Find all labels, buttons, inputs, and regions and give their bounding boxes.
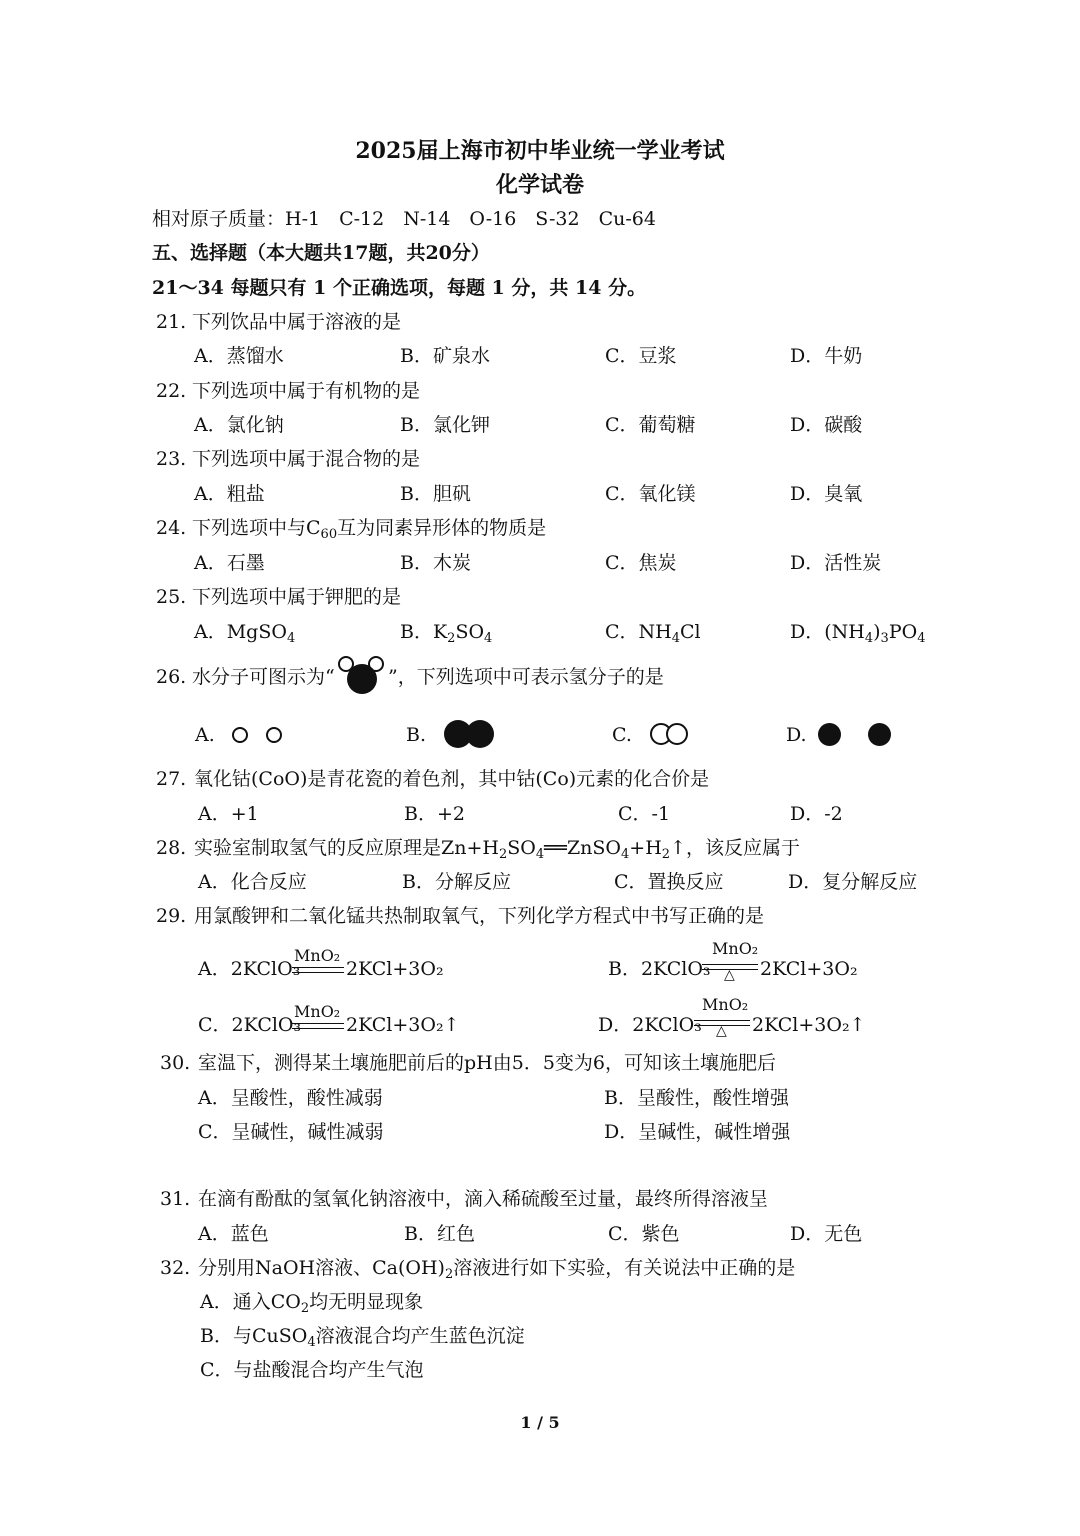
question-number: 31. [160,1188,191,1210]
question-stem: 氧化钴(CoO)是青花瓷的着色剂，其中钴(Co)元素的化合价是 [194,768,710,790]
exam-subtitle: 化学试卷 [495,172,584,198]
equation-option-a-lhs: A．2KClO₃ [198,958,301,980]
option-c: C．与盐酸混合均产生气泡 [200,1359,424,1381]
option-c: C．-1 [618,803,671,825]
question-stem: 下列饮品中属于溶液的是 [192,311,402,333]
option-b-label: B. [406,724,427,746]
option-a-label: A. [195,724,215,746]
catalyst-label: MnO₂ [294,946,341,965]
option-b: B．矿泉水 [400,345,490,367]
option-c: C．紫色 [608,1223,680,1245]
equation-option-b-rhs: 2KCl+3O₂ [760,958,858,980]
question-stem: 下列选项中属于有机物的是 [192,380,421,402]
option-a: A．蒸馏水 [194,345,284,367]
question-number: 21. [156,311,187,333]
catalyst-label: MnO₂ [712,939,759,958]
question-number: 22. [156,380,187,402]
equation-option-c-lhs: C．2KClO₃ [198,1014,302,1036]
option-d-label: D. [786,724,807,746]
option-b: B．$K_2SO_4$ [400,621,493,646]
question-stem-post: ”，下列选项中可表示氢分子的是 [388,666,664,688]
option-a: A．呈酸性，酸性减弱 [198,1087,383,1109]
joined-filled-atoms-icon [444,720,498,750]
equation-option-c-rhs: 2KCl+3O₂↑ [346,1014,460,1036]
question-number: 24. [156,517,187,539]
option-a: A．蓝色 [198,1223,269,1245]
question-stem: 用氯酸钾和二氧化锰共热制取氧气，下列化学方程式中书写正确的是 [194,905,765,927]
question-number: 32. [160,1257,191,1279]
heat-symbol: △ [724,967,735,983]
water-molecule-icon [338,656,386,696]
option-c-label: C. [612,724,632,746]
question-stem: 下列选项中与$C_{60}$互为同素异形体的物质是 [192,517,547,542]
option-c: C．呈碱性，碱性减弱 [198,1121,384,1143]
heat-symbol: △ [716,1023,727,1039]
option-c: C．$NH_4Cl$ [605,621,701,646]
option-a: A．通入$CO_2$均无明显现象 [200,1291,424,1316]
equation-option-b-lhs: B．2KClO₃ [608,958,711,980]
option-b: B．木炭 [400,552,471,574]
option-d: D．-2 [790,803,843,825]
option-b: B．呈酸性，酸性增强 [604,1087,789,1109]
option-c: C．置换反应 [614,871,724,893]
option-d: D．呈碱性，碱性增强 [604,1121,791,1143]
question-stem: 室温下，测得某土壤施肥前后的pH由5．5变为6，可知该土壤施肥后 [198,1052,776,1074]
option-b: B．胆矾 [400,483,471,505]
section-heading: 五、选择题（本大题共17题，共20分） [152,242,490,264]
catalyst-label: MnO₂ [702,995,749,1014]
option-c: C．焦炭 [605,552,677,574]
two-separate-hydrogen-atoms-icon [232,726,292,744]
question-number: 29. [156,905,187,927]
option-d: D．无色 [790,1223,863,1245]
question-number: 26. [156,666,187,688]
atomic-mass-line: 相对原子质量：H-1 C-12 N-14 O-16 S-32 Cu-64 [152,208,656,230]
option-b: B．红色 [404,1223,475,1245]
question-number: 25. [156,586,187,608]
option-d: D．牛奶 [790,345,863,367]
option-b: B．+2 [404,803,465,825]
catalyst-label: MnO₂ [294,1002,341,1021]
option-a: A．石墨 [194,552,265,574]
question-number: 23. [156,448,187,470]
option-d: D．臭氧 [790,483,863,505]
option-c: C．豆浆 [605,345,677,367]
question-number: 30. [160,1052,191,1074]
question-stem: 下列选项中属于混合物的是 [192,448,421,470]
option-a: A．粗盐 [194,483,265,505]
joined-open-atoms-icon [650,723,692,747]
equation-option-d-lhs: D．2KClO₃ [598,1014,702,1036]
question-number: 27. [156,768,187,790]
question-number: 28. [156,837,187,859]
question-stem: 分别用NaOH溶液、$Ca(OH)_2$溶液进行如下实验，有关说法中正确的是 [198,1257,796,1282]
option-d: D．$(NH_4)_3PO_4$ [790,621,926,646]
question-stem: 下列选项中属于钾肥的是 [192,586,402,608]
option-a: A．氯化钠 [194,414,284,436]
option-c: C．葡萄糖 [605,414,696,436]
page-number: 1 / 5 [520,1413,560,1432]
question-stem: 在滴有酚酞的氢氧化钠溶液中，滴入稀硫酸至过量，最终所得溶液呈 [198,1188,769,1210]
option-c: C．氧化镁 [605,483,696,505]
option-a: A．MgSO$_4$ [194,621,296,646]
option-b: B．氯化钾 [400,414,490,436]
option-a: A．化合反应 [198,871,307,893]
equation-option-a-rhs: 2KCl+3O₂ [346,958,444,980]
option-a: A．+1 [198,803,259,825]
question-stem-pre: 水分子可图示为“ [192,666,335,688]
option-b: B．与CuSO$_4$溶液混合均产生蓝色沉淀 [200,1325,525,1350]
equation-option-d-rhs: 2KCl+3O₂↑ [752,1014,866,1036]
option-d: D．碳酸 [790,414,863,436]
two-separate-filled-atoms-icon [818,723,894,747]
option-d: D．活性炭 [790,552,882,574]
question-stem: 实验室制取氢气的反应原理是$Zn+H_2SO_4══ZnSO_4+H_2↑$，该反应属于 [194,837,800,862]
option-b: B．分解反应 [402,871,511,893]
option-d: D．复分解反应 [788,871,918,893]
exam-title: 2025届上海市初中毕业统一学业考试 [355,138,725,164]
section-instruction: 21～34 每题只有 1 个正确选项，每题 1 分，共 14 分。 [152,277,647,299]
